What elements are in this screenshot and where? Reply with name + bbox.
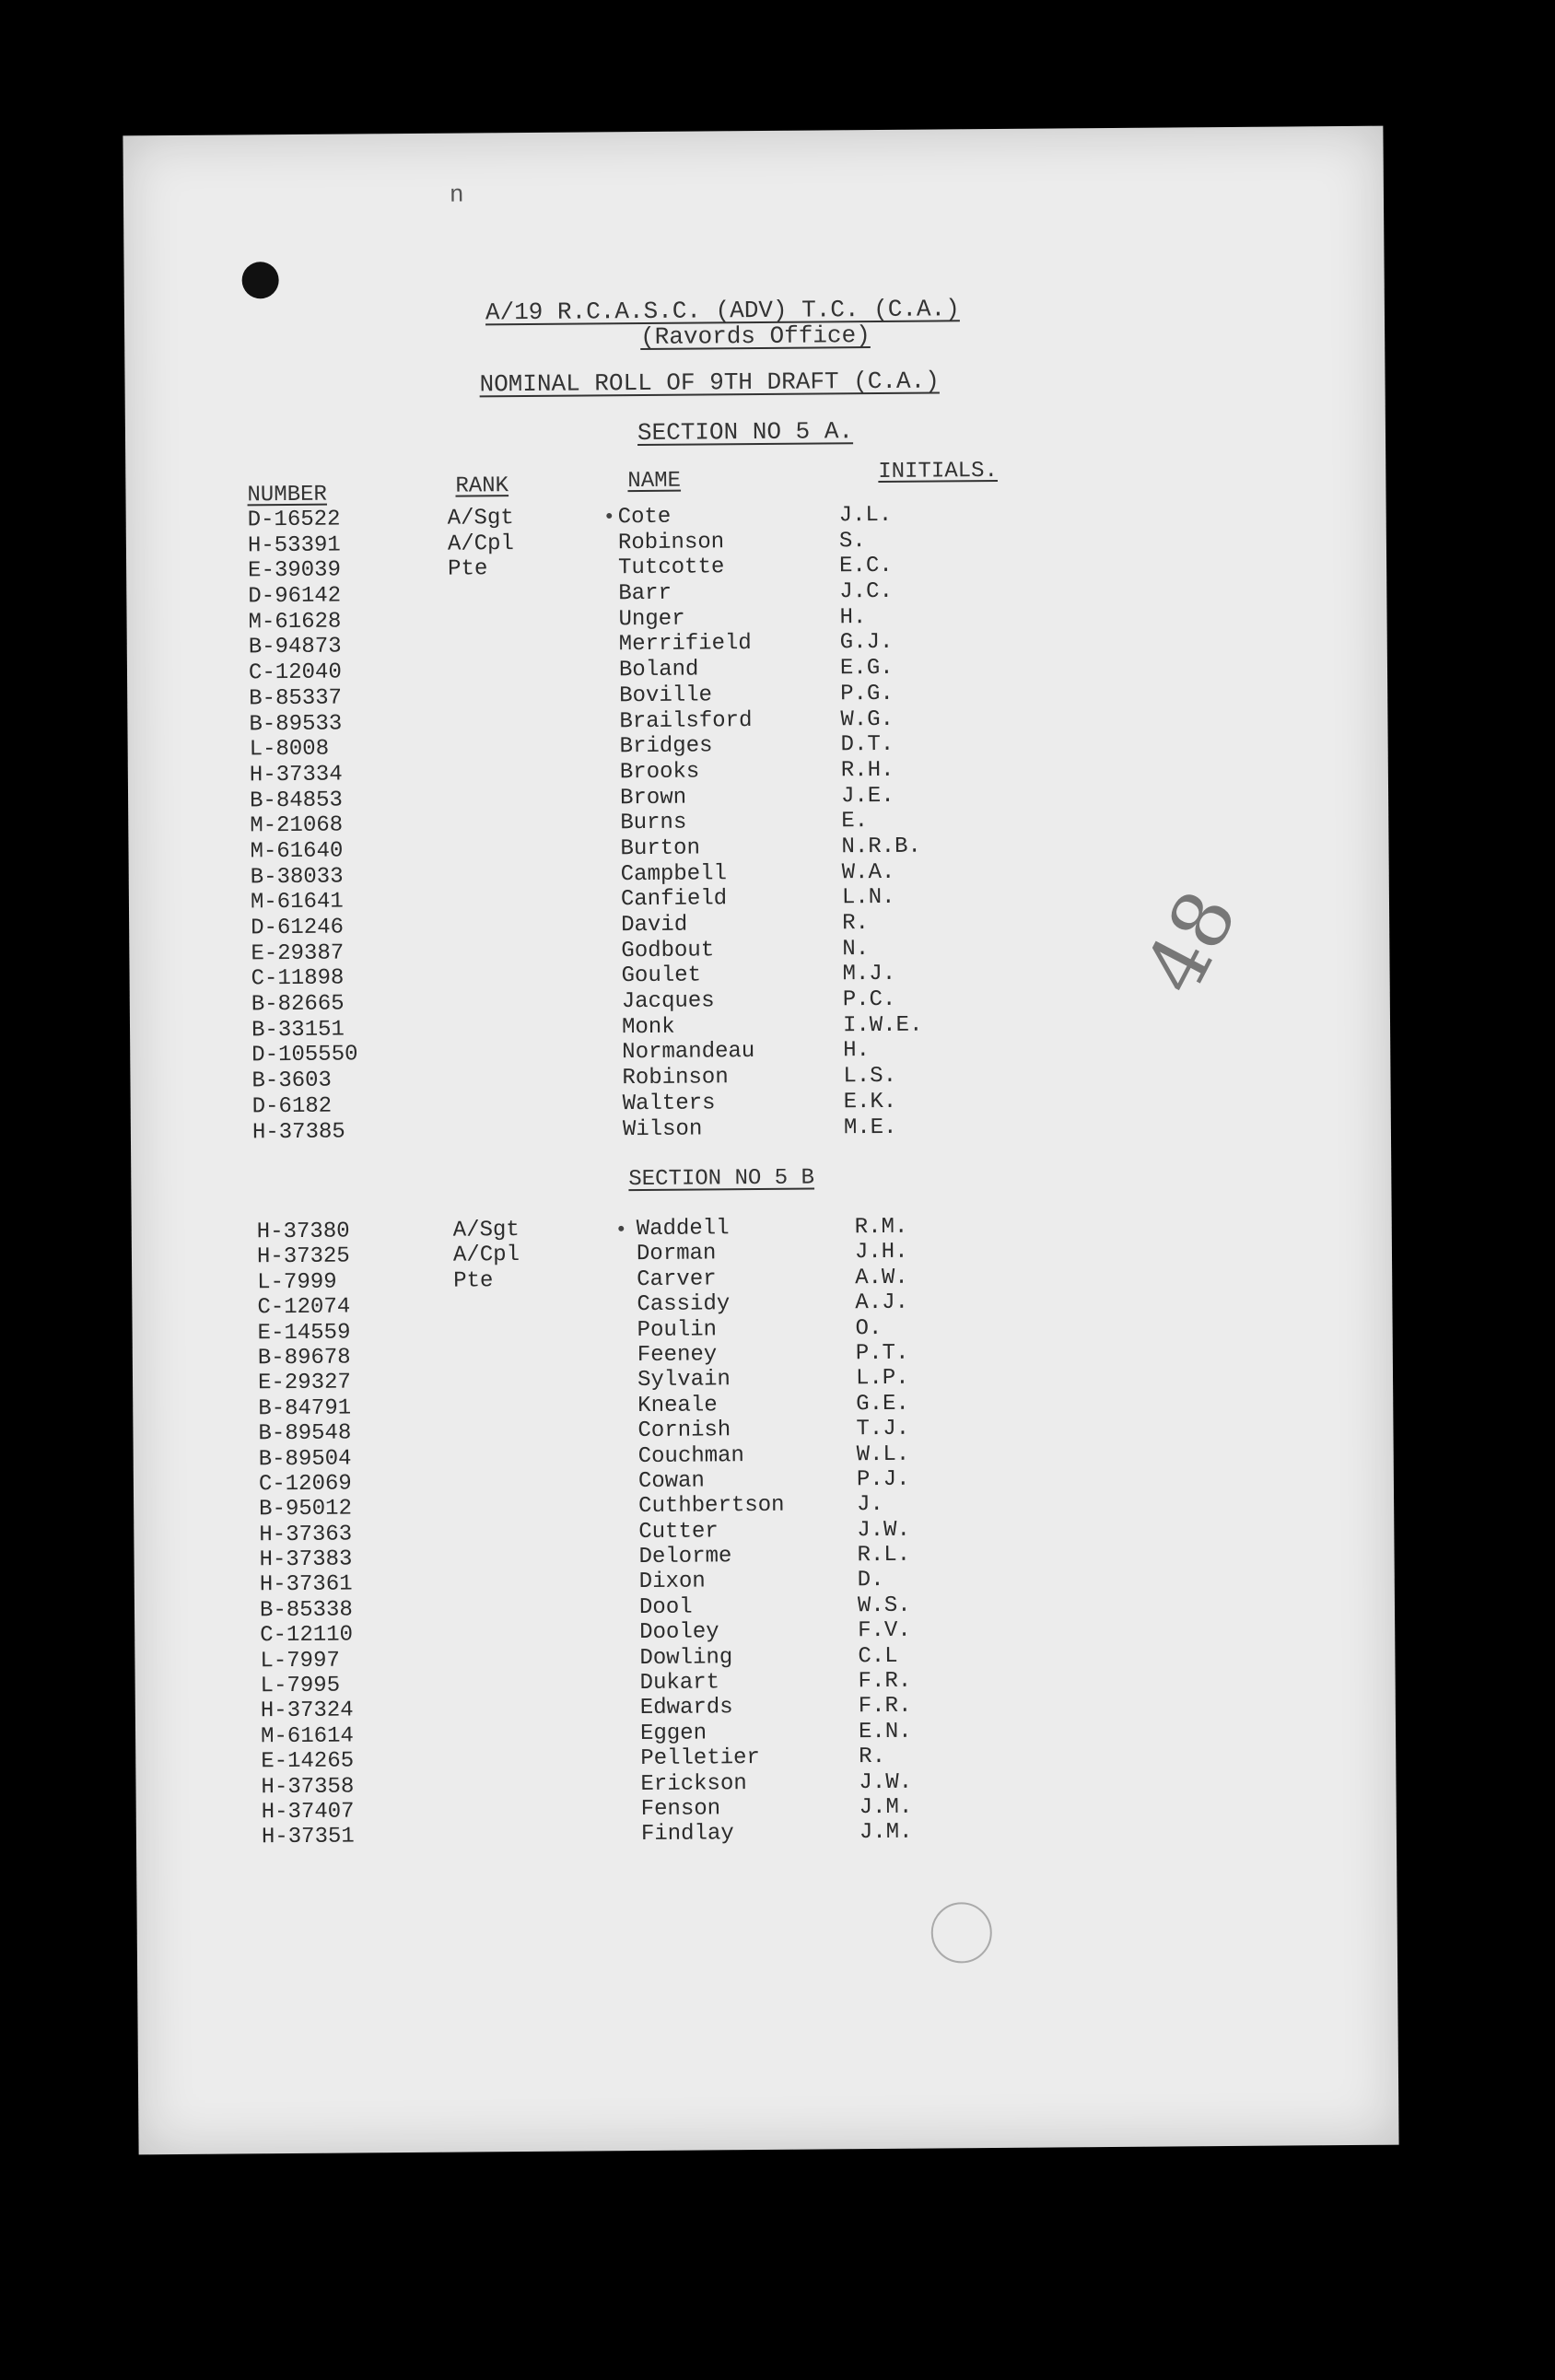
column-header-initials: INITIALS. — [878, 458, 999, 484]
row-number: B-82665 — [251, 991, 345, 1018]
row-number: B-84853 — [249, 788, 344, 813]
row-initials: I.W.E. — [842, 1012, 923, 1039]
row-number: H-53391 — [247, 532, 341, 559]
row-initials: E.K. — [843, 1089, 897, 1115]
row-number: E-39039 — [248, 557, 342, 584]
row-initials: O. — [855, 1315, 883, 1341]
row-initials: D. — [857, 1568, 884, 1593]
row-number: H-37324 — [260, 1698, 354, 1724]
row-name: Pelletier — [640, 1745, 760, 1772]
row-number: B-84791 — [258, 1395, 352, 1422]
row-name: Brown — [619, 785, 687, 811]
row-name: Cuthbertson — [638, 1493, 785, 1520]
handwritten-number: 48 — [1127, 876, 1256, 1009]
section-b-table — [132, 1211, 1397, 1851]
row-number: C-11898 — [251, 965, 345, 992]
row-name: Canfield — [620, 886, 728, 913]
row-initials: E. — [841, 809, 869, 834]
column-header-rank: RANK — [455, 473, 509, 499]
roll-title: NOMINAL ROLL OF 9TH DRAFT (C.A.) — [479, 367, 940, 399]
row-name: Kneale — [637, 1393, 718, 1418]
row-initials: F.R. — [858, 1694, 912, 1720]
row-name: Cowan — [637, 1468, 706, 1494]
row-initials: G.E. — [856, 1391, 909, 1417]
row-initials: J. — [857, 1492, 884, 1518]
row-initials: R. — [842, 911, 870, 937]
row-initials: J.M. — [859, 1794, 913, 1821]
row-number: B-33151 — [251, 1017, 345, 1044]
row-initials: R.L. — [857, 1542, 911, 1569]
row-name: Goulet — [621, 962, 702, 989]
row-name: Poulin — [637, 1316, 718, 1343]
row-name: Wilson — [622, 1116, 703, 1142]
row-initials: D.T. — [840, 732, 894, 758]
row-name: Dool — [638, 1594, 693, 1620]
row-name: Waddell — [636, 1216, 730, 1242]
row-initials: N. — [842, 936, 870, 962]
row-initials: P.C. — [842, 986, 896, 1013]
row-initials: L.P. — [855, 1366, 909, 1392]
section-b-title: SECTION NO 5 B — [628, 1165, 815, 1193]
row-number: D-105550 — [251, 1042, 358, 1068]
row-number: H-37334 — [249, 762, 343, 788]
row-initials: W.A. — [841, 859, 895, 885]
row-initials: P.G. — [840, 681, 894, 707]
row-initials: J.H. — [854, 1240, 908, 1266]
row-number: E-29327 — [257, 1370, 351, 1396]
row-name: Couchman — [637, 1442, 745, 1469]
row-name: Feeney — [637, 1342, 718, 1369]
row-name: Campbell — [620, 860, 728, 887]
row-name: Walters — [622, 1091, 716, 1116]
row-number: L-7997 — [260, 1648, 340, 1674]
row-number: M-21068 — [250, 812, 344, 839]
row-number: H-37361 — [259, 1571, 353, 1598]
row-name: Boland — [618, 657, 699, 683]
row-name: Robinson — [622, 1065, 729, 1091]
row-number: D-6182 — [251, 1093, 333, 1120]
row-initials: J.W. — [857, 1517, 911, 1543]
row-number: H-37380 — [256, 1219, 350, 1245]
row-name: Erickson — [640, 1770, 747, 1797]
row-number: E-29387 — [251, 940, 345, 967]
column-header-number: NUMBER — [247, 482, 328, 508]
row-number: H-37363 — [259, 1522, 353, 1547]
row-number: B-3603 — [251, 1068, 333, 1094]
row-number: C-12040 — [248, 659, 342, 686]
row-initials: R.H. — [840, 757, 894, 784]
unit-title: A/19 R.C.A.S.C. (ADV) T.C. (C.A.) — [485, 295, 960, 327]
row-initials: R. — [859, 1744, 886, 1770]
row-number: C-12069 — [258, 1471, 352, 1498]
row-name: Monk — [621, 1014, 675, 1040]
row-initials: R.M. — [854, 1214, 908, 1241]
row-number: B-85338 — [259, 1597, 353, 1624]
row-number: H-37358 — [261, 1774, 355, 1800]
row-initials: N.R.B. — [841, 834, 922, 860]
faint-circle-mark — [931, 1902, 993, 1964]
section-a-title: SECTION NO 5 A. — [637, 417, 854, 448]
row-rank: Pte — [448, 556, 488, 583]
office-subtitle: (Ravords Office) — [640, 321, 871, 352]
row-name: Unger — [618, 606, 685, 632]
row-number: B-95012 — [259, 1496, 353, 1522]
row-number: L-8008 — [249, 736, 330, 763]
row-number: D-96142 — [248, 583, 342, 610]
row-name: Cote — [617, 504, 672, 531]
row-number: B-89533 — [249, 711, 343, 737]
column-header-name: NAME — [627, 468, 682, 495]
tick-mark: • — [602, 506, 615, 530]
row-name: Delorme — [638, 1544, 732, 1570]
row-rank: Pte — [453, 1268, 494, 1294]
row-name: Edwards — [639, 1695, 733, 1721]
row-name: Burns — [620, 810, 687, 836]
row-initials: P.T. — [855, 1340, 909, 1367]
row-name: Merrifield — [618, 631, 752, 658]
row-initials: M.J. — [842, 962, 896, 987]
row-number: M-61640 — [250, 838, 344, 865]
row-name: Carver — [637, 1266, 717, 1292]
tick-mark: • — [614, 1219, 628, 1242]
document-page — [123, 126, 1398, 2155]
row-initials: F.V. — [858, 1617, 911, 1644]
row-name: Bridges — [619, 733, 713, 760]
row-initials: H. — [839, 604, 867, 631]
row-name: Eggen — [639, 1721, 707, 1746]
row-name: Fenson — [640, 1796, 721, 1823]
row-name: Burton — [620, 835, 701, 862]
row-name: Boville — [619, 682, 713, 709]
row-name: Brooks — [619, 759, 700, 786]
row-initials: S. — [838, 528, 866, 554]
row-number: H-37385 — [251, 1119, 345, 1145]
row-number: D-61246 — [251, 915, 345, 941]
row-initials: J.C. — [839, 578, 894, 605]
row-number: B-89678 — [257, 1345, 351, 1371]
row-name: Cornish — [637, 1418, 731, 1444]
row-initials: J.L. — [838, 502, 893, 529]
row-name: Dorman — [636, 1241, 717, 1267]
row-initials: C.L — [858, 1643, 898, 1669]
row-number: L-7995 — [260, 1673, 341, 1699]
row-number: C-12110 — [260, 1622, 354, 1649]
row-initials: J.W. — [859, 1769, 913, 1795]
section-a-table — [126, 499, 1391, 1147]
row-name: Barr — [618, 580, 672, 607]
row-initials: T.J. — [856, 1416, 910, 1442]
row-number: H-37325 — [256, 1243, 350, 1270]
row-initials: E.C. — [839, 554, 893, 579]
row-initials: W.S. — [857, 1592, 911, 1619]
corner-mark: n — [449, 181, 464, 209]
row-name: Cassidy — [637, 1291, 731, 1318]
row-initials: J.M. — [859, 1820, 913, 1846]
row-initials: P.J. — [856, 1466, 910, 1493]
row-initials: L.S. — [843, 1063, 897, 1090]
row-number: E-14559 — [257, 1320, 351, 1346]
row-initials: W.L. — [856, 1441, 910, 1467]
row-number: B-38033 — [250, 864, 344, 890]
row-number: B-94873 — [248, 634, 342, 660]
row-number: B-89548 — [258, 1420, 352, 1447]
row-number: E-14265 — [261, 1748, 355, 1775]
row-rank: A/Cpl — [452, 1242, 520, 1269]
row-rank: A/Cpl — [447, 531, 515, 557]
row-name: Normandeau — [622, 1039, 755, 1066]
row-number: D-16522 — [247, 507, 341, 533]
row-name: David — [621, 912, 688, 939]
row-name: Jacques — [621, 988, 715, 1015]
row-number: B-89504 — [258, 1446, 352, 1472]
row-name: Godbout — [621, 938, 715, 963]
row-initials: G.J. — [839, 630, 894, 656]
row-name: Brailsford — [619, 707, 753, 734]
row-number: B-85337 — [249, 685, 343, 712]
punch-hole — [241, 262, 278, 298]
row-initials: L.N. — [841, 885, 895, 911]
row-name: Sylvain — [637, 1367, 731, 1394]
row-name: Dixon — [638, 1569, 706, 1595]
row-initials: W.G. — [840, 706, 894, 732]
row-initials: M.E. — [843, 1114, 897, 1140]
row-initials: A.W. — [855, 1265, 908, 1290]
row-rank: A/Sgt — [452, 1218, 520, 1243]
row-number: M-61641 — [250, 889, 344, 916]
row-rank: A/Sgt — [447, 506, 514, 531]
row-initials: F.R. — [858, 1668, 912, 1695]
row-number: C-12074 — [257, 1294, 351, 1321]
row-name: Dooley — [639, 1619, 719, 1646]
row-number: M-61628 — [248, 609, 342, 636]
row-initials: H. — [843, 1038, 871, 1064]
row-name: Cutter — [638, 1519, 719, 1545]
row-name: Robinson — [617, 529, 725, 555]
row-initials: J.E. — [840, 783, 894, 809]
row-number: L-7999 — [257, 1269, 337, 1296]
row-initials: E.N. — [858, 1719, 912, 1744]
row-name: Tutcotte — [618, 554, 725, 581]
row-initials: A.J. — [855, 1289, 909, 1316]
row-number: M-61614 — [260, 1723, 355, 1750]
row-name: Dowling — [639, 1644, 733, 1671]
row-number: H-37383 — [259, 1546, 353, 1573]
row-number: H-37351 — [261, 1824, 355, 1850]
row-number: H-37407 — [261, 1799, 355, 1826]
row-name: Findlay — [640, 1821, 734, 1848]
row-name: Dukart — [639, 1670, 720, 1697]
row-initials: E.G. — [839, 655, 894, 682]
